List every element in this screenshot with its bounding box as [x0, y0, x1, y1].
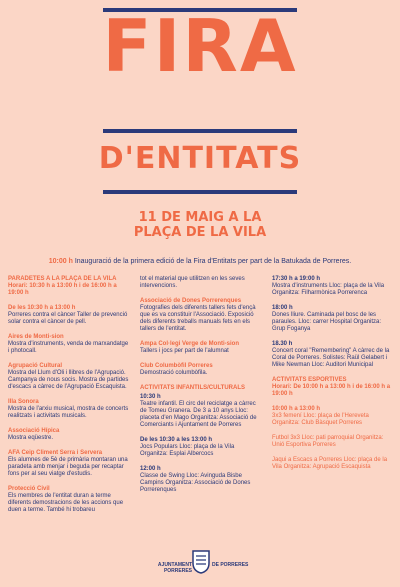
- entry-title: Club Columbòfil Porreres: [140, 363, 213, 369]
- entry: [8, 399, 130, 420]
- section-esportives: [272, 377, 394, 398]
- entry: [140, 341, 262, 355]
- entry: [272, 276, 394, 297]
- entry: [272, 406, 394, 427]
- entry: [140, 298, 262, 333]
- entry-title: 12:00 h: [140, 466, 161, 472]
- section-heading: ACTIVITATS INFANTILS/CULTURALS: [140, 385, 245, 391]
- entry-text: Demostració columbòfila.: [140, 370, 208, 376]
- intro-time: 10:00 h: [48, 258, 73, 265]
- entry: [140, 363, 262, 377]
- middle-bar: [103, 129, 297, 133]
- entry-text: Classe de Swing Lloc: Avinguda Bisbe Campins Organitza: Associació de Dones Porrerenques: [140, 473, 251, 493]
- entry-text: Teatre infantil. El circ del reciclatge a càrrec de Tomeu Granera. De 3 a 10 anys Lloc: placeta d'en Mago Organitza: Associació de Comerciants i Ajuntament de Porreres: [140, 401, 257, 428]
- entry-text: Dones lliure. Caminada pel bosc de les paraules. Lloc: carrer Hospital Organitza: Grup Foganya: [272, 312, 382, 332]
- entry-text: Fotografies dels diferents tallers fets d'ençà que es va constituir l'Associació. Exposició dels diferents treballs manuals fets en els tallers de l'entitat.: [140, 305, 256, 332]
- title-entitats: D'ENTITATS: [98, 141, 302, 176]
- entry-title: 18.30 h: [272, 341, 293, 347]
- entry-title: 17:30 h a 19:00 h: [272, 276, 321, 282]
- entry: [272, 305, 394, 333]
- entry-text: Jaqui a Escacs a Porreres Lloc: plaça de la Vila Organitza: Agrupació Escaquista: [272, 457, 388, 470]
- entry: [140, 466, 262, 494]
- entry: [8, 363, 130, 391]
- entry-title: Ampa Col·legi Verge de Monti-sion: [140, 341, 240, 347]
- entry-text: Els alumnes de 5è de primària montaran una paradeta amb menjar i beguda per recaptar fons per al seu viatge d'estudis.: [8, 457, 128, 477]
- entry-title: Agrupació Cultural: [8, 363, 63, 369]
- entry-text: Concert coral "Remembering" A càrrec de la Coral de Porreres. Solistes: Raül Gelabert i Mike Newman Lloc: Auditori Municipal: [272, 348, 390, 368]
- section-paradetes: [8, 276, 130, 297]
- column-2: [140, 276, 262, 502]
- entry: [8, 305, 130, 326]
- entry-text: Porreres contra el càncer Taller de prevenció solar contra el càncer de pell.: [8, 312, 128, 325]
- section-heading: PARADETES A LA PLAÇA DE LA VILA: [8, 276, 117, 282]
- footer-right: DE PORRERES: [212, 562, 249, 568]
- entry: [8, 334, 130, 355]
- entry-title: Associació de Dones Porrerenques: [140, 298, 242, 304]
- entry: [272, 435, 394, 449]
- bottom-bar: [103, 190, 297, 194]
- entry: [140, 394, 262, 429]
- entry: [8, 486, 130, 514]
- entry: [140, 276, 262, 290]
- entry-title: 10:30 h: [140, 394, 161, 400]
- entry-text: 3x3 femení Lloc: plaça de l'Hereveta Organitza: Club Bàsquet Porreres: [272, 413, 369, 426]
- column-3: [272, 276, 394, 479]
- entry-text: Mostra de l'arxiu musical, mostra de concerts realitzats i activitats musicals.: [8, 406, 129, 419]
- entry-title: Protecció Civil: [8, 486, 50, 492]
- entry-text: Els membres de l'entitat duran a terme diferents demostracions de les accions que duen a terme. També hi trobareu: [8, 493, 124, 513]
- entry-title: Aires de Monti-sion: [8, 334, 64, 340]
- entry: [140, 437, 262, 458]
- town-crest-icon: [192, 550, 210, 574]
- column-1: [8, 276, 130, 522]
- entry-text: tot el material que utilitzen en les seves intervencions.: [140, 276, 245, 289]
- entry: [8, 428, 130, 442]
- section-hours: Horari: 10:30 h a 13:00 h i de 16:00 h a 19:00 h: [8, 283, 117, 296]
- entry-title: AFA Ceip Climent Serra i Servera: [8, 450, 103, 456]
- intro-description: Inauguració de la primera edició de la Fira d'Entitats per part de la Batukada de Porreres.: [74, 258, 352, 265]
- footer-left: AJUNTAMENT PORRERES: [157, 562, 192, 574]
- entry-text: Mostra d'instruments Lloc: plaça de la Vila Organitza: Filharmònica Porrerenca: [272, 283, 385, 296]
- entry-text: Mostra d'instruments, venda de marxandatge i photocall.: [8, 341, 129, 354]
- date-line1: 11 DE MAIG A LA: [138, 210, 262, 225]
- intro-text: [10, 257, 390, 266]
- entry: [272, 341, 394, 369]
- entry-title: De les 10:30 h a 13:00 h: [8, 305, 76, 311]
- entry-title: De les 10:30 a les 13:00 h: [140, 437, 213, 443]
- entry-title: 18:00 h: [272, 305, 293, 311]
- title-fira: FIRA: [102, 4, 298, 88]
- date-line2: PLAÇA DE LA VILA: [133, 225, 267, 240]
- entry: [8, 450, 130, 478]
- section-heading: ACTIVITATS ESPORTIVES: [272, 377, 347, 383]
- entry: [272, 457, 394, 471]
- entry-text: Mostra del Llum d'Oli i llibres de l'Agrupació. Campanya de nous socis. Mostra de partides d'escacs a càrrec de l'Agrupació Escaquista.: [8, 370, 129, 390]
- event-date: [0, 210, 400, 240]
- entry-text: Tallers i jocs per part de l'alumnat: [140, 348, 229, 354]
- entry-text: Futbol 3x3 Lloc: pati parroquial Organitza: Unió Esportiva Porreres: [272, 435, 384, 448]
- entry-text: Jocs Populars Lloc: plaça de la Vila Organitza: Esplai Albercocs: [140, 444, 235, 457]
- entry-title: 10:00 h a 13:00 h: [272, 406, 321, 412]
- entry-text: Mostra eqüestre.: [8, 435, 54, 441]
- entry-title: Associació Hípica: [8, 428, 60, 434]
- entry-title: Illa Sonora: [8, 399, 39, 405]
- section-hours: Horari: De 10:00 h a 13:00 h i de 16:00 h a 19:00 h: [272, 384, 391, 397]
- footer: [0, 548, 400, 584]
